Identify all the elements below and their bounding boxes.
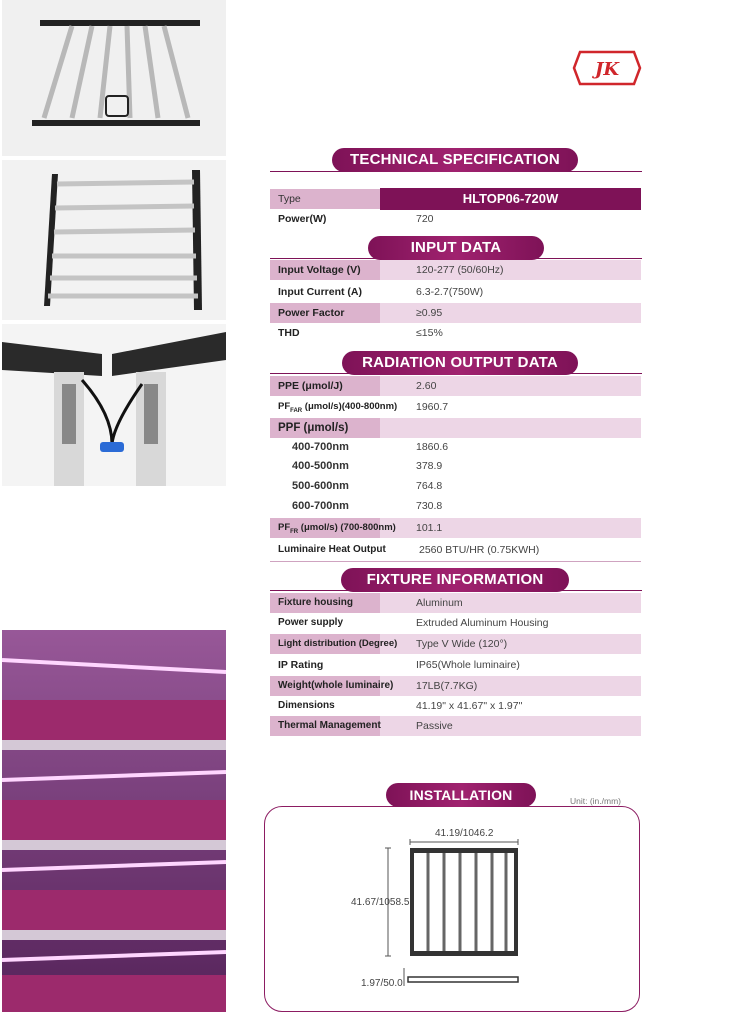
spec-label bbox=[270, 518, 396, 538]
fixture-row bbox=[270, 716, 641, 736]
pf-label: PF bbox=[278, 401, 291, 412]
input-row bbox=[270, 260, 641, 280]
greenhouse-photo bbox=[2, 630, 226, 1012]
spec-value: 2560 BTU/HR (0.75KWH) bbox=[419, 544, 540, 556]
fixture-row bbox=[270, 676, 641, 696]
spec-value: 730.8 bbox=[416, 500, 443, 512]
spec-value: 1860.6 bbox=[416, 441, 449, 453]
spec-label: PPE (μmol/J) bbox=[270, 376, 380, 396]
section-title-input: INPUT DATA bbox=[368, 236, 544, 260]
spec-label: PPF (μmol/s) bbox=[270, 418, 380, 438]
unit-label: Unit: (in./mm) bbox=[570, 796, 621, 806]
spec-label: Power(W) bbox=[278, 213, 327, 225]
spec-value: 1960.7 bbox=[416, 401, 449, 413]
spec-value: 764.8 bbox=[416, 480, 443, 492]
spec-label: Input Current (A) bbox=[278, 286, 362, 298]
spec-value: 378.9 bbox=[416, 460, 443, 472]
input-row bbox=[270, 323, 641, 343]
radiation-row-ppf bbox=[270, 418, 641, 438]
fixture-row bbox=[270, 696, 641, 716]
radiation-row-pffr bbox=[270, 518, 641, 538]
spec-label: Power supply bbox=[278, 617, 344, 628]
spec-value: Passive bbox=[416, 720, 453, 732]
spec-label: Fixture housing bbox=[270, 593, 380, 613]
spec-value: IP65(Whole luminaire) bbox=[416, 659, 520, 671]
ppf-row bbox=[270, 476, 641, 496]
section-title-installation: INSTALLATION bbox=[386, 783, 536, 807]
spec-value: ≤15% bbox=[416, 327, 443, 339]
fixture-drawing bbox=[382, 838, 542, 998]
ppf-row bbox=[270, 456, 641, 476]
spec-label: 500-600nm bbox=[292, 480, 349, 492]
fixture-row bbox=[270, 613, 641, 633]
fixture-row bbox=[270, 634, 641, 654]
pf-label: PF bbox=[278, 522, 291, 533]
pf-rest: (μmol/s) (700-800nm) bbox=[298, 522, 396, 533]
spec-label: Power Factor bbox=[270, 303, 380, 323]
spec-label: 400-500nm bbox=[292, 460, 349, 472]
product-photo-top bbox=[2, 0, 226, 156]
section-title-radiation: RADIATION OUTPUT DATA bbox=[342, 351, 578, 375]
ppf-row bbox=[270, 437, 641, 457]
spec-value: 6.3-2.7(750W) bbox=[416, 286, 484, 298]
spec-label: Type bbox=[270, 189, 380, 209]
logo-text: JK bbox=[594, 59, 620, 80]
product-photo-closeup bbox=[2, 324, 226, 486]
fixture-row bbox=[270, 593, 641, 613]
spec-label: 600-700nm bbox=[292, 500, 349, 512]
fixture-row bbox=[270, 655, 641, 675]
spec-label: 400-700nm bbox=[292, 441, 349, 453]
spec-value: 120-277 (50/60Hz) bbox=[416, 264, 504, 276]
section-title-fixture: FIXTURE INFORMATION bbox=[341, 568, 569, 592]
divider bbox=[270, 561, 641, 562]
dimension-height: 41.67/1058.5 bbox=[351, 897, 410, 908]
section-title-technical: TECHNICAL SPECIFICATION bbox=[332, 148, 578, 172]
dimension-width: 41.19/1046.2 bbox=[435, 828, 494, 839]
model-name: HLTOP06-720W bbox=[380, 188, 641, 210]
spec-label: Light distribution (Degree) bbox=[270, 634, 380, 654]
spec-label bbox=[270, 397, 398, 417]
spec-value: 17LB(7.7KG) bbox=[416, 680, 478, 692]
spec-value: 2.60 bbox=[416, 380, 437, 392]
pf-sub: FAR bbox=[290, 407, 303, 414]
spec-value: ≥0.95 bbox=[416, 307, 443, 319]
ppf-row bbox=[270, 496, 641, 516]
spec-label: Weight(whole luminaire) bbox=[270, 676, 380, 696]
radiation-row-heat bbox=[270, 540, 641, 560]
dimension-depth: 1.97/50.0 bbox=[361, 978, 403, 989]
spec-value: 720 bbox=[416, 213, 434, 225]
input-row bbox=[270, 303, 641, 323]
spec-label: Input Voltage (V) bbox=[270, 260, 380, 280]
pf-rest: (μmol/s)(400-800nm) bbox=[302, 401, 398, 412]
input-row bbox=[270, 282, 641, 302]
spec-value: Aluminum bbox=[416, 597, 463, 609]
spec-row-power bbox=[270, 209, 641, 229]
spec-value: Type V Wide (120°) bbox=[416, 638, 508, 650]
spec-label: Thermal Management bbox=[270, 716, 380, 736]
spec-label: THD bbox=[278, 327, 300, 339]
product-photo-angle bbox=[2, 160, 226, 320]
pf-sub: FR bbox=[290, 528, 299, 535]
spec-label: Dimensions bbox=[278, 700, 335, 711]
spec-value: 41.19" x 41.67" x 1.97" bbox=[416, 700, 523, 712]
spec-label: Luminaire Heat Output bbox=[278, 544, 386, 555]
spec-value: 101.1 bbox=[416, 522, 443, 534]
radiation-row-ppe bbox=[270, 376, 641, 396]
spec-label: IP Rating bbox=[278, 659, 324, 671]
brand-logo bbox=[572, 48, 642, 88]
spec-value: Extruded Aluminum Housing bbox=[416, 617, 549, 629]
radiation-row-pffar bbox=[270, 397, 641, 417]
